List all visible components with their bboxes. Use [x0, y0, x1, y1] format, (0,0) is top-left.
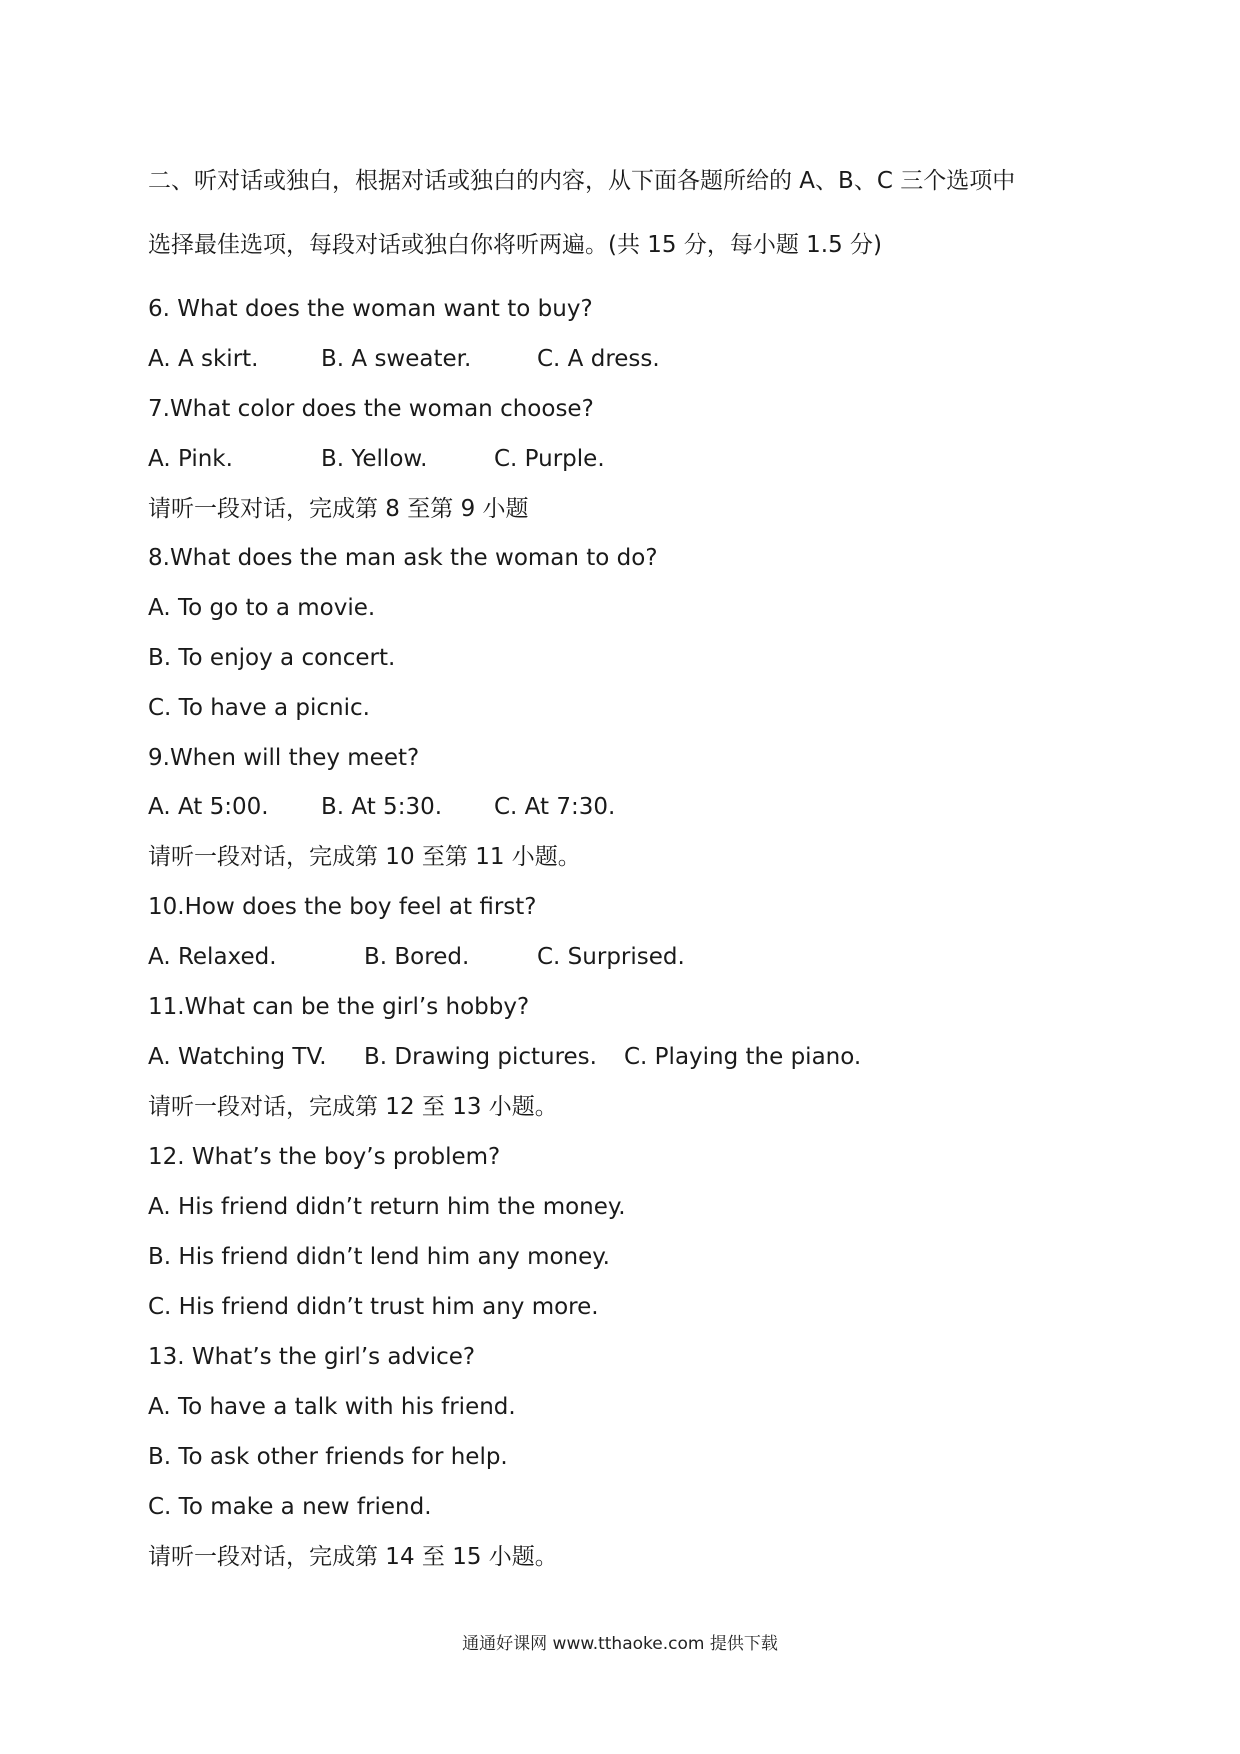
q6-option-a: A. A skirt. — [148, 346, 259, 372]
question-11: 11.What can be the girl’s hobby? — [148, 994, 530, 1020]
section-heading-line-2: 选择最佳选项，每段对话或独白你将听两遍。(共 15 分，每小题 1.5 分) — [148, 232, 883, 258]
q8-option-a: A. To go to a movie. — [148, 595, 376, 621]
q10-option-c: C. Surprised. — [537, 944, 685, 970]
q8-option-c: C. To have a picnic. — [148, 695, 370, 721]
q10-option-a: A. Relaxed. — [148, 944, 277, 970]
q12-option-a: A. His friend didn’t return him the money. — [148, 1194, 626, 1220]
q7-option-a: A. Pink. — [148, 446, 233, 472]
q9-option-b: B. At 5:30. — [321, 794, 443, 820]
q11-option-a: A. Watching TV. — [148, 1044, 327, 1070]
q12-option-c: C. His friend didn’t trust him any more. — [148, 1294, 599, 1320]
instruction-12-13: 请听一段对话，完成第 12 至 13 小题。 — [148, 1094, 558, 1120]
q10-option-b: B. Bored. — [364, 944, 470, 970]
q11-option-b: B. Drawing pictures. — [364, 1044, 597, 1070]
q13-option-c: C. To make a new friend. — [148, 1494, 432, 1520]
q12-option-b: B. His friend didn’t lend him any money. — [148, 1244, 610, 1270]
q13-option-b: B. To ask other friends for help. — [148, 1444, 508, 1470]
q7-option-c: C. Purple. — [494, 446, 605, 472]
question-8: 8.What does the man ask the woman to do? — [148, 545, 658, 571]
q6-option-b: B. A sweater. — [321, 346, 472, 372]
instruction-8-9: 请听一段对话，完成第 8 至第 9 小题 — [148, 496, 529, 522]
question-10: 10.How does the boy feel at first? — [148, 894, 537, 920]
question-7: 7.What color does the woman choose? — [148, 396, 594, 422]
question-6: 6. What does the woman want to buy? — [148, 296, 593, 322]
q11-option-c: C. Playing the piano. — [624, 1044, 862, 1070]
q7-option-b: B. Yellow. — [321, 446, 428, 472]
instruction-10-11: 请听一段对话，完成第 10 至第 11 小题。 — [148, 844, 581, 870]
q8-option-b: B. To enjoy a concert. — [148, 645, 396, 671]
question-9: 9.When will they meet? — [148, 745, 420, 771]
instruction-14-15: 请听一段对话，完成第 14 至 15 小题。 — [148, 1544, 558, 1570]
section-heading-line-1: 二、听对话或独白，根据对话或独白的内容，从下面各题所给的 A、B、C 三个选项中 — [148, 168, 1016, 194]
page-footer: 通通好课网 www.tthaoke.com 提供下载 — [462, 1634, 778, 1654]
q13-option-a: A. To have a talk with his friend. — [148, 1394, 516, 1420]
q6-option-c: C. A dress. — [537, 346, 660, 372]
question-12: 12. What’s the boy’s problem? — [148, 1144, 501, 1170]
q9-option-c: C. At 7:30. — [494, 794, 616, 820]
question-13: 13. What’s the girl’s advice? — [148, 1344, 476, 1370]
q9-option-a: A. At 5:00. — [148, 794, 269, 820]
